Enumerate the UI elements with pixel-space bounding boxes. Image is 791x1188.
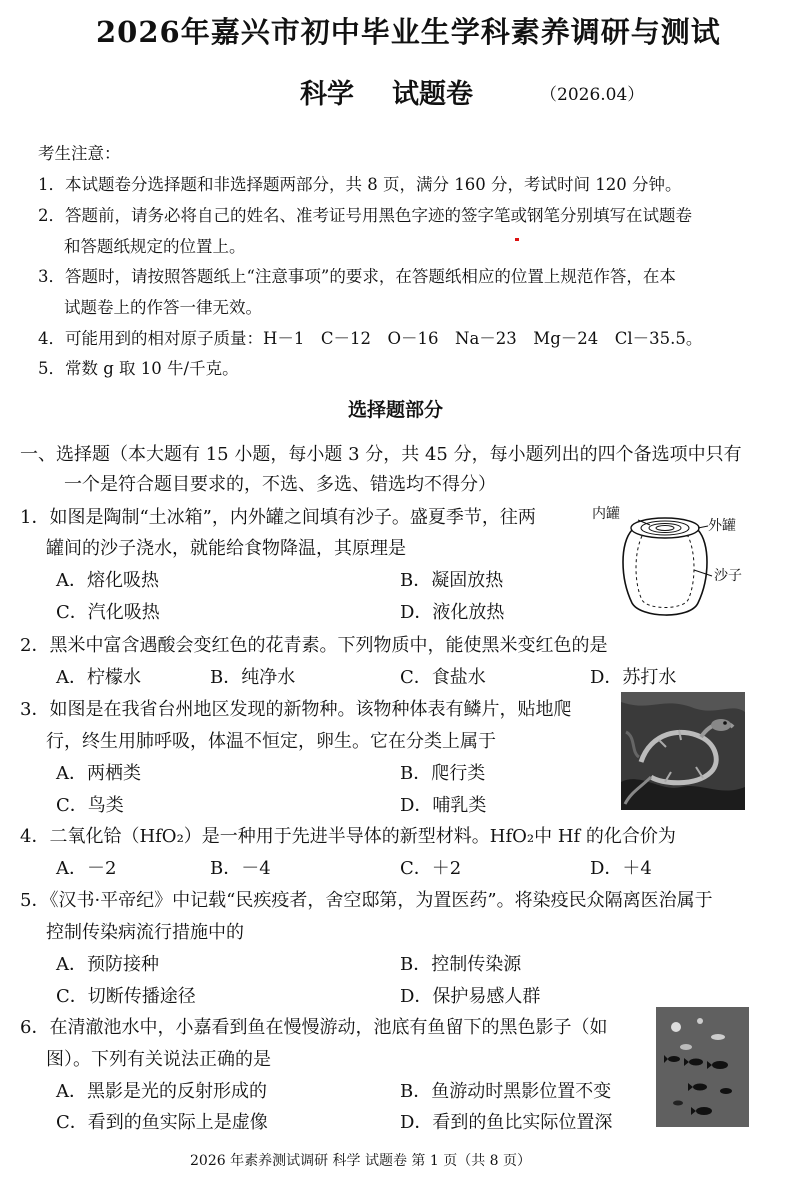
q6-stem: 6．在清澈池水中，小嘉看到鱼在慢慢游动，池底有鱼留下的黑色影子（如 (20, 1017, 608, 1038)
label-inner-jar: 内罐 (592, 506, 620, 522)
label-outer-jar: 外罐 (708, 518, 736, 534)
q4-stem: 4．二氧化铪（HfO₂）是一种用于先进半导体的新型材料。HfO₂中 Hf 的化合价为 (20, 826, 676, 847)
q1-option-d: D．液化放热 (400, 602, 505, 623)
q4-option-b: B．－4 (210, 858, 271, 879)
q5-option-a: A．预防接种 (56, 954, 159, 975)
q6-option-b: B．鱼游动时黑影位置不变 (400, 1081, 612, 1102)
q5-stem: 5．《汉书·平帝纪》中记载“民疾疫者，舍空邸第，为置医药”。将染疫民众隔离医治属于 (20, 890, 713, 911)
page-footer: 2026 年素养测试调研 科学 试题卷 第 1 页（共 8 页） (190, 1153, 532, 1169)
q2-stem: 2．黑米中富含遇酸会变红色的花青素。下列物质中，能使黑米变红色的是 (20, 635, 608, 656)
q1-stem: 1．如图是陶制“土冰箱”，内外罐之间填有沙子。盛夏季节，往两 (20, 507, 536, 528)
lizard-photo (621, 692, 745, 810)
q5-option-c: C．切断传播途径 (56, 986, 196, 1007)
notice-item-3: 3．答题时，请按照答题纸上“注意事项”的要求，在答题纸相应的位置上规范作答，在本 (38, 267, 676, 286)
q3-stem: 3．如图是在我省台州地区发现的新物种。该物种体表有鳞片，贴地爬 (20, 699, 572, 720)
notice-heading: 考生注意： (38, 144, 121, 163)
q5-stem-cont: 控制传染病流行措施中的 (46, 922, 244, 943)
notice-item-1: 1．本试题卷分选择题和非选择题两部分，共 8 页，满分 160 分，考试时间 120 分钟。 (38, 175, 682, 194)
part1-instructions: 一、选择题（本大题有 15 小题，每小题 3 分，共 45 分，每小题列出的四个备选项中只有 (20, 444, 742, 465)
q4-option-a: A．－2 (56, 858, 117, 879)
q5-option-b: B．控制传染源 (400, 954, 522, 975)
q2-option-c: C．食盐水 (400, 667, 486, 688)
q4-option-d: D．＋4 (590, 858, 652, 879)
q5-option-d: D．保护易感人群 (400, 986, 541, 1007)
q2-option-a: A．柠檬水 (56, 667, 141, 688)
notice-item-4: 4．可能用到的相对原子质量：H－1 C－12 O－16 Na－23 Mg－24 Cl－35.5。 (38, 329, 703, 348)
fish-shadow-photo (656, 1007, 749, 1127)
ink-mark (515, 238, 519, 241)
q1-option-b: B．凝固放热 (400, 570, 504, 591)
q6-option-a: A．黑影是光的反射形成的 (56, 1081, 267, 1102)
clay-cooler-drawing (590, 498, 765, 628)
q3-option-a: A．两栖类 (56, 763, 141, 784)
q2-option-b: B．纯净水 (210, 667, 296, 688)
q3-option-d: D．哺乳类 (400, 795, 487, 816)
lizard-illustration (621, 692, 745, 810)
section-title: 选择题部分 (348, 399, 444, 421)
clay-cooler-figure (590, 498, 765, 628)
exam-date: （2026.04） (540, 85, 645, 105)
notice-item-2-cont: 和答题纸规定的位置上。 (64, 237, 246, 256)
q1-option-c: C．汽化吸热 (56, 602, 160, 623)
q3-option-c: C．鸟类 (56, 795, 124, 816)
part1-instructions-cont: 一个是符合题目要求的，不选、多选、错选均不得分） (64, 474, 496, 495)
q1-stem-cont: 罐间的沙子浇水，就能给食物降温，其原理是 (46, 538, 406, 559)
q4-option-c: C．＋2 (400, 858, 462, 879)
q1-option-a: A．熔化吸热 (56, 570, 159, 591)
q6-option-c: C．看到的鱼实际上是虚像 (56, 1112, 268, 1133)
fish-shadow-illustration (656, 1007, 749, 1127)
subject-title: 科学 (300, 79, 354, 110)
paper-title: 试题卷 (392, 79, 473, 110)
q3-option-b: B．爬行类 (400, 763, 486, 784)
notice-item-3-cont: 试题卷上的作答一律无效。 (64, 298, 262, 317)
notice-item-5: 5．常数 g 取 10 牛/千克。 (38, 359, 239, 378)
q6-stem-cont: 图）。下列有关说法正确的是 (46, 1049, 271, 1070)
q2-option-d: D．苏打水 (590, 667, 677, 688)
notice-item-2: 2．答题前，请务必将自己的姓名、准考证号用黑色字迹的签字笔或钢笔分别填写在试题卷 (38, 206, 692, 225)
q3-stem-cont: 行，终生用肺呼吸，体温不恒定，卵生。它在分类上属于 (46, 731, 496, 752)
exam-title: 2026年嘉兴市初中毕业生学科素养调研与测试 (96, 15, 721, 49)
q6-option-d: D．看到的鱼比实际位置深 (400, 1112, 613, 1133)
label-sand: 沙子 (714, 568, 742, 584)
